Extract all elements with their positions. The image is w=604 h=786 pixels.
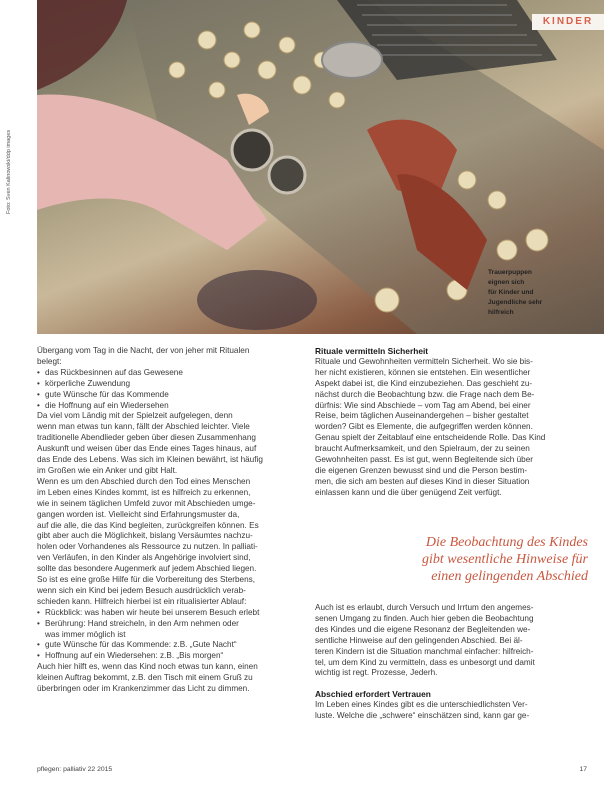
text-line: belegt: — [37, 356, 62, 366]
pull-quote-line: gibt wesentliche Hinweise für — [421, 552, 588, 567]
photo-credit: Foto: Sven Kalinowski/ddp images — [6, 129, 12, 214]
text-line: Da viel vom Ländig mit der Spielzeit aufgelegen, denn — [37, 411, 233, 421]
text-line: kleinen Auftrag bekommt, z.B. den Tisch mit einem Gruß zu — [37, 673, 253, 683]
caption-line: eignen sich — [488, 279, 525, 286]
text-line: Auch hier hilft es, wenn das Kind noch etwas tun kann, einen — [37, 662, 258, 672]
text-line: luste. Welche die „schwere“ einschätzen sind, kann gar ge- — [315, 711, 530, 721]
text-line: Auskunft und weisen über das Ende eines Tages hinaus, auf — [37, 444, 257, 454]
text-line: schieden kann. Hilfreich hierbei ist ein ritualisierter Ablauf: — [37, 596, 247, 606]
list-item: • körperliche Zuwendung — [37, 379, 295, 390]
text-line: wie in seinem täglichen Umfeld zuvor mit Abschieden umge- — [37, 498, 256, 508]
text-line: ven Verläufen, in den Kinder als Angehörige involviert sind, — [37, 553, 251, 563]
list-item: • gute Wünsche für das Kommende: z.B. „Gute Nacht“ — [37, 640, 295, 651]
spacer — [315, 679, 587, 689]
caption-line: Jugendliche sehr — [488, 299, 543, 306]
list-item: • das Rückbesinnen auf das Gewesene — [37, 368, 295, 379]
list-item: • Berührung: Hand streicheln, in den Arm nehmen oder — [37, 619, 295, 630]
text-line: sentliche Hinweise auf den gelingenden Abschied. Bei äl- — [315, 635, 523, 645]
text-line: Übergang vom Tag in die Nacht, der von jeher mit Ritualen — [37, 346, 250, 355]
text-line: überbringen oder im Krankenzimmer das Licht zu dimmen. — [37, 684, 250, 694]
text-line: holen oder Vorhandenes als Ressource zu nutzen. In palliati- — [37, 542, 258, 552]
text-line: wenn man etwas tun kann, fällt der Abschied leichter. Viele — [37, 422, 250, 432]
text-line: braucht Aufmerksamkeit, und den Spielraum, der zu seinen — [315, 444, 530, 454]
text-line: senen Umgang zu finden. Auch hier geben die Beobachtung — [315, 613, 534, 623]
text-line: Rituale und Gewohnheiten vermitteln Sicherheit. Wo sie bis- — [315, 356, 533, 366]
text-line: wenn sich ein Kind bei jedem Besuch ausdrücklich verab- — [37, 585, 246, 595]
text-line: sollte das besondere Augenmerk auf jedem Abschied liegen. — [37, 564, 257, 574]
text-line: Gewohnheiten passt. Es ist gut, wenn Begleitende sich über — [315, 455, 534, 465]
page-number: 17 — [579, 766, 587, 773]
pull-quote-line: einen gelingenden Abschied — [431, 569, 588, 584]
list-item: • Hoffnung auf ein Wiedersehen: z.B. „Bis morgen“ — [37, 651, 295, 662]
caption-line: hilfreich — [488, 309, 514, 316]
text-line: Wenn es um den Abschied durch den Tod eines Menschen — [37, 476, 251, 486]
caption-line: Trauerpuppen — [488, 269, 532, 276]
text-line: das Ende des Lebens. Was sich im Kleinen bewährt, ist häufig — [37, 455, 263, 465]
pull-quote-line: Die Beobachtung des Kindes — [425, 535, 588, 550]
footer-publication: pflegen: palliativ 22 2015 — [37, 766, 113, 773]
list-item: • die Hoffnung auf ein Wiedersehen — [37, 401, 295, 412]
text-line: worden? Gibt es Elemente, die aufgegriffen werden können. — [315, 422, 533, 432]
text-line: was immer möglich ist — [45, 629, 126, 639]
text-line: Im Leben eines Kindes gibt es die unterschiedlichsten Ver- — [315, 700, 528, 710]
text-line: Reise, beim täglichen Auseinandergehen – bisher gestaltet — [315, 411, 529, 421]
text-line: des Kindes und die eigene Resonanz der Begleitenden we- — [315, 624, 531, 634]
section-tag: KINDER — [532, 14, 604, 30]
right-column-top — [315, 346, 587, 499]
text-line: traditionelle Abendlieder geben über diesen Zusammenhang — [37, 433, 256, 443]
photo-caption — [488, 268, 588, 318]
text-line: wichtig ist regt. Prozesse, Jederh. — [315, 668, 438, 678]
text-line: Genau spielt der Zeitablauf eine entscheidende Rolle. Das Kind — [315, 433, 546, 443]
right-column-bottom — [315, 603, 587, 722]
pull-quote — [350, 534, 588, 585]
text-line: So ist es eine große Hilfe für die Vorbereitung des Sterbens, — [37, 575, 255, 585]
left-column — [37, 346, 295, 695]
section-heading: Abschied erfordert Vertrauen — [315, 689, 431, 700]
text-line: Auch ist es erlaubt, durch Versuch und Irrtum den angemes- — [315, 603, 534, 612]
text-line: tel, um dem Kind zu vermitteln, dass es unbesorgt und damit — [315, 657, 535, 667]
text-line: im Großen wie ein Anker und gibt Halt. — [37, 465, 178, 475]
text-line: nächst durch die Beobachtung bzw. die Frage nach dem Be- — [315, 389, 535, 399]
text-line: im Leben eines Kindes kommt, ist es hilfreich zu erkennen, — [37, 487, 251, 497]
text-line: auf die alle, die das Kind begleiten, zurückgreifen können. Es — [37, 520, 259, 530]
text-line: teren Kindern ist die Situation manchmal einfacher: hilfreich- — [315, 646, 534, 656]
list-item: • Rückblick: was haben wir heute bei unserem Besuch erlebt — [37, 608, 295, 619]
text-line: her nicht existieren, können sie entstehen. Ein wesentlicher — [315, 367, 531, 377]
text-line: dürfnis: Wie sind Abschiede – vom Tag am Abend, bei einer — [315, 400, 531, 410]
text-line: gangen worden ist. Vielleicht sind Erfahrungsmuster da, — [37, 509, 240, 519]
text-line: die eigenen Grenzen bewusst sind und die Person bestim- — [315, 465, 528, 475]
list-item: • gute Wünsche für das Kommende — [37, 390, 295, 401]
text-line: men, die sich am besten auf dieses Kind in dieser Situation — [315, 476, 530, 486]
section-heading: Rituale vermitteln Sicherheit — [315, 346, 429, 356]
caption-line: für Kinder und — [488, 289, 534, 296]
text-line: gibt aber auch die Möglichkeit, bislang Versäumtes nachzu- — [37, 531, 253, 541]
text-line: Aspekt dabei ist, die Kind einzubeziehen. Das geschieht zu- — [315, 378, 533, 388]
text-line: einlassen kann und die über genügend Zeit verfügt. — [315, 487, 502, 497]
